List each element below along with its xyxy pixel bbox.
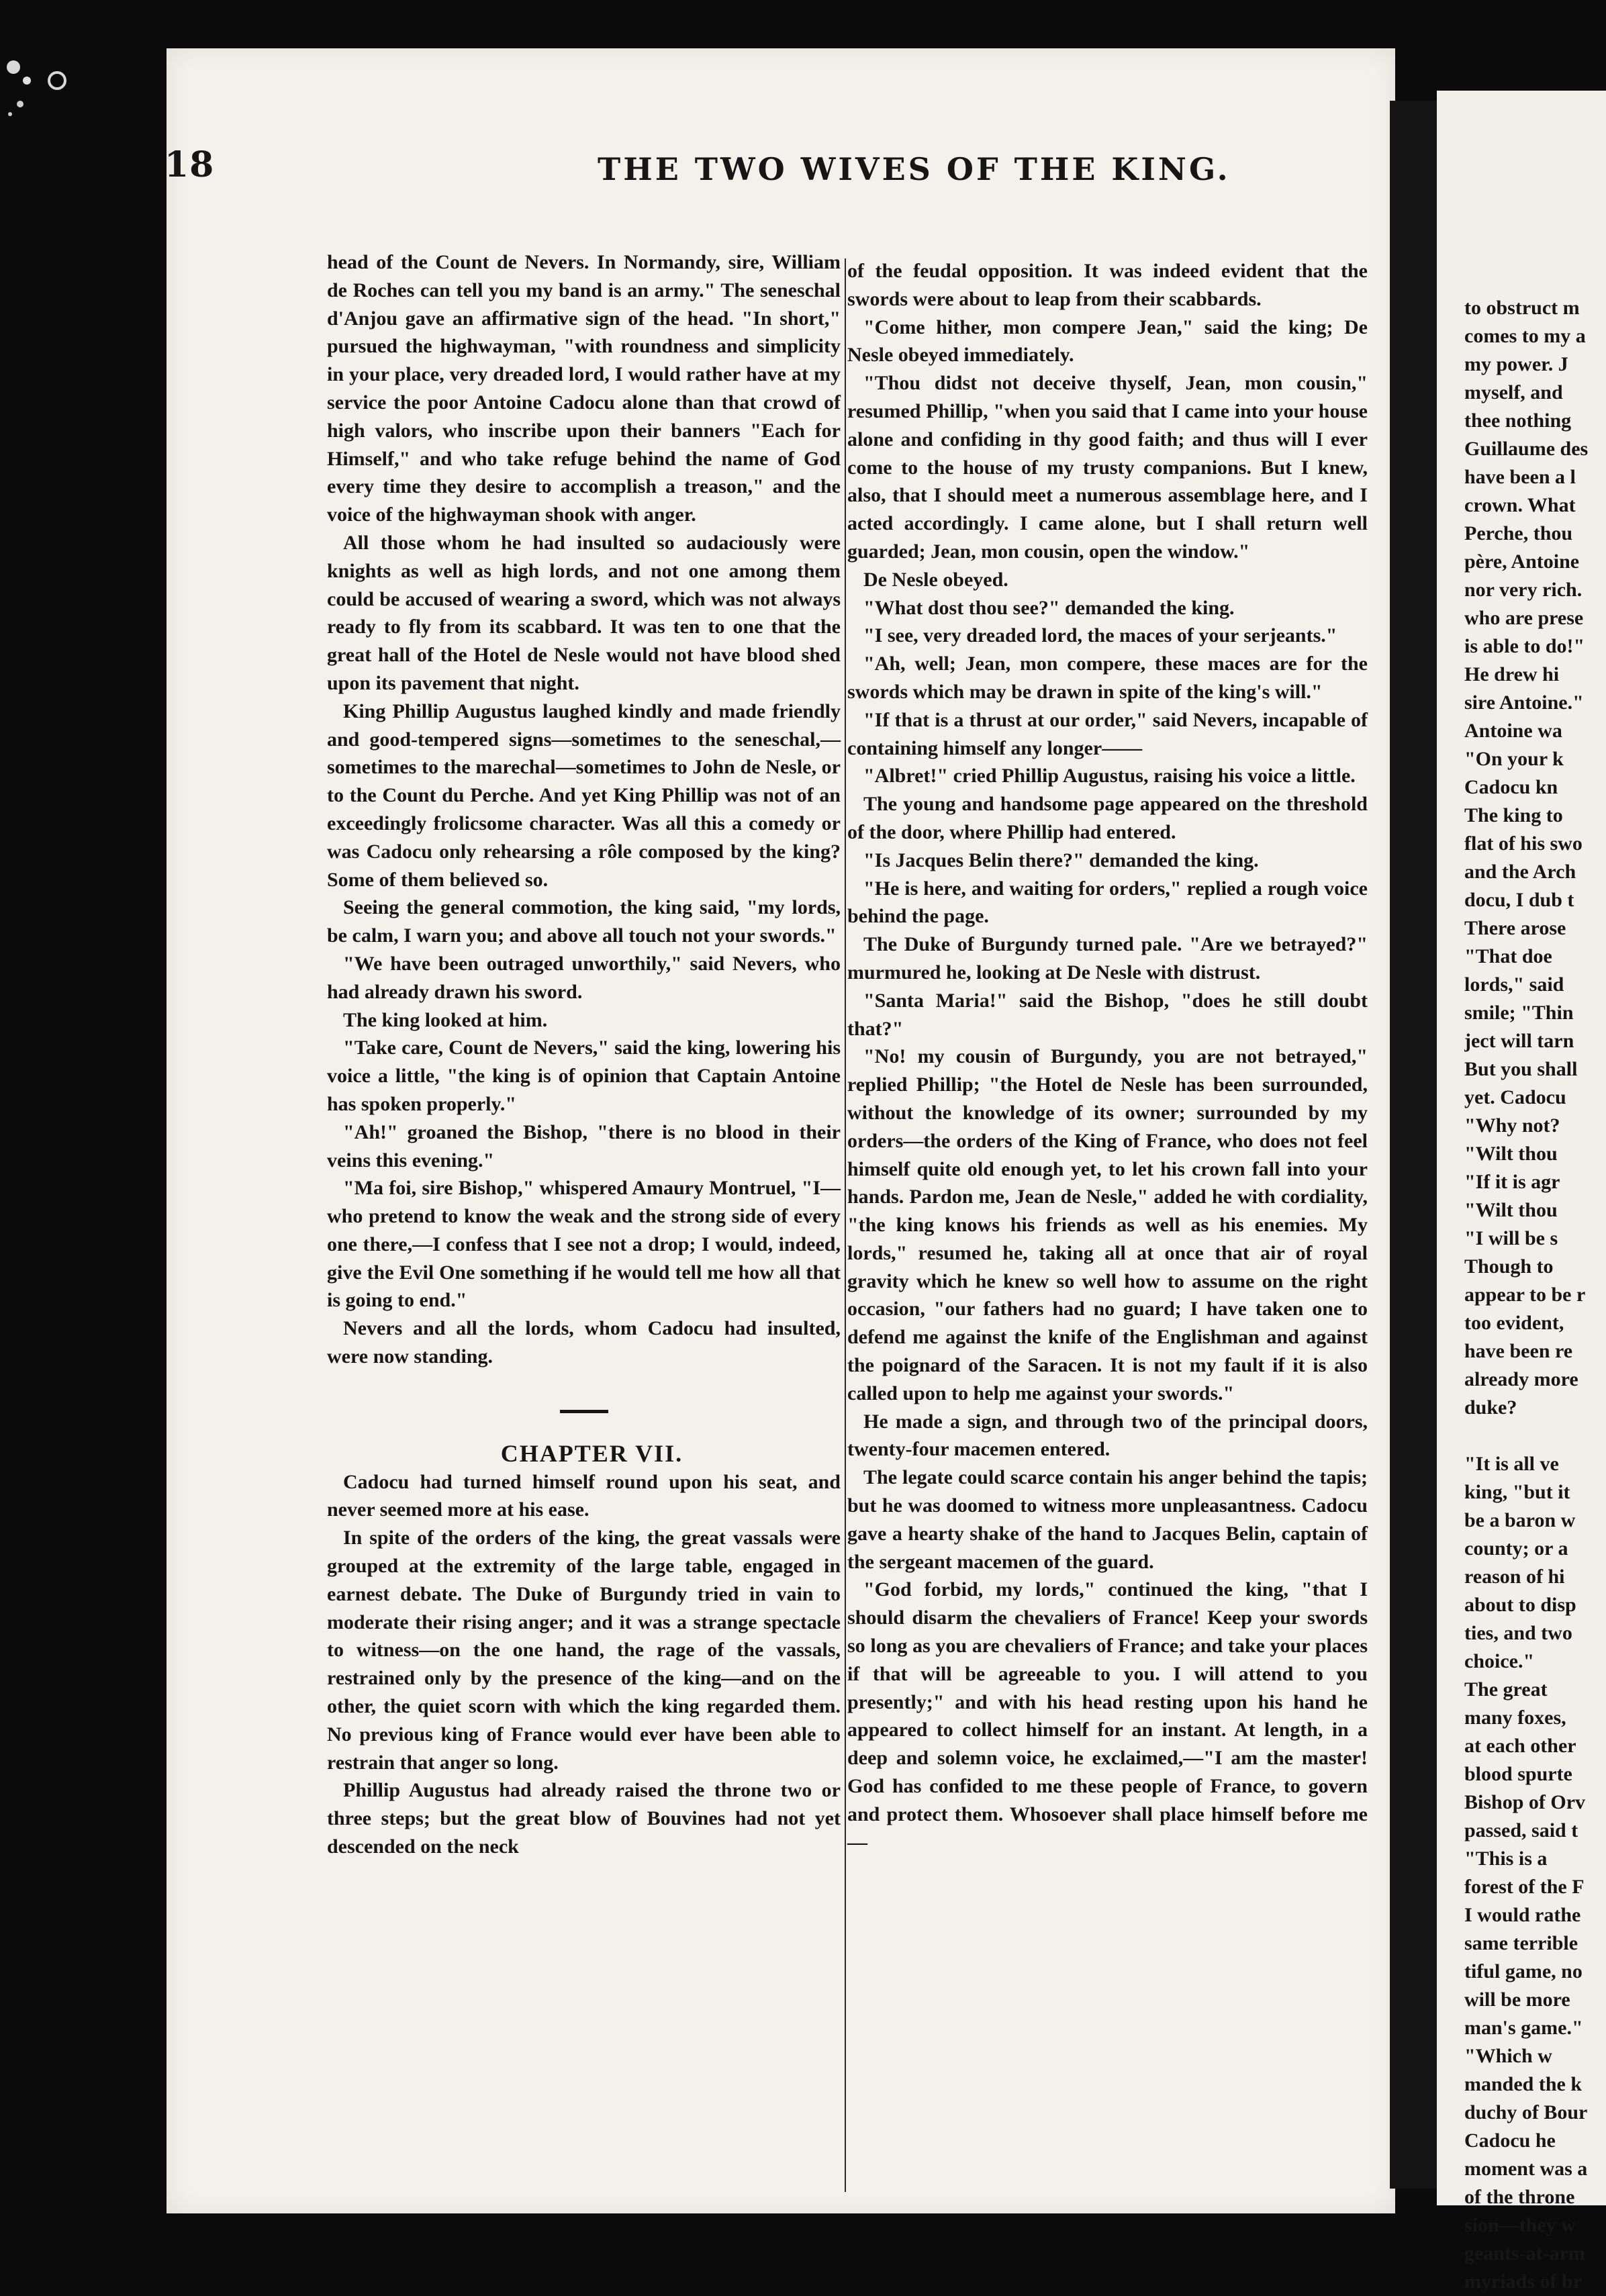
paragraph: "Take care, Count de Nevers," said the king, lowering his voice a little, "the king is of opinion that Captain Antoine has spoken properly." <box>327 1037 841 1115</box>
right-page-line: many foxes, <box>1464 1707 1566 1729</box>
right-page-line: Guillaume des <box>1464 438 1589 460</box>
chapter-divider <box>560 1410 608 1413</box>
right-page-line: But you shall <box>1464 1058 1578 1080</box>
right-page-line: Cadocu he <box>1464 2130 1556 2152</box>
right-page-line: sire Antoine." <box>1464 691 1584 714</box>
right-page-line: The king to <box>1464 804 1563 826</box>
paragraph: The Duke of Burgundy turned pale. "Are we betrayed?" murmured he, looking at De Nesle with distrust. <box>847 933 1368 984</box>
right-page-line: passed, said t <box>1464 1819 1578 1841</box>
paragraph: He made a sign, and through two of the principal doors, twenty-four macemen entered. <box>847 1410 1368 1461</box>
right-page-line: "It is all ve <box>1464 1453 1559 1475</box>
right-page-line: about to disp <box>1464 1594 1576 1616</box>
page-number: 18 <box>164 144 215 185</box>
paragraph: "Come hither, mon compere Jean," said the king; De Nesle obeyed immediately. <box>847 316 1368 367</box>
right-page-line: ject will tarn <box>1464 1030 1574 1052</box>
right-page-line <box>1464 1422 1606 1450</box>
paragraph: "What dost thou see?" demanded the king. <box>863 596 1235 619</box>
right-page-line: The great <box>1464 1678 1548 1701</box>
left-column <box>327 248 841 1861</box>
right-page-line: père, Antoine <box>1464 551 1580 573</box>
chapter-text <box>327 1468 841 1861</box>
right-page-line: There arose <box>1464 917 1566 939</box>
right-page-line: Bishop of Orv <box>1464 1791 1586 1813</box>
right-page-line: moment was a <box>1464 2158 1588 2180</box>
right-page-line: nor very rich. <box>1464 579 1583 601</box>
right-page-line: "I will be s <box>1464 1227 1558 1249</box>
right-page-line: manded the k <box>1464 2073 1583 2095</box>
right-page-line: my power. J <box>1464 353 1568 375</box>
right-page-line: I would rathe <box>1464 1904 1581 1926</box>
left-column-text <box>327 248 841 1371</box>
paragraph: "Is Jacques Belin there?" demanded the king. <box>863 849 1259 871</box>
book-gutter <box>1390 101 1437 2189</box>
right-page-line: man's game." <box>1464 2017 1583 2039</box>
right-page-line: docu, I dub t <box>1464 889 1574 911</box>
right-page-line: He drew hi <box>1464 663 1560 685</box>
right-page-line: will be more <box>1464 1989 1570 2011</box>
right-page-line: forest of the F <box>1464 1876 1585 1898</box>
right-page-line: sion—they w <box>1464 2214 1576 2236</box>
right-page-line: have been re <box>1464 1340 1573 1362</box>
paragraph: "Santa Maria!" said the Bishop, "does he still doubt that?" <box>847 989 1368 1040</box>
right-page-line: blood spurte <box>1464 1763 1572 1785</box>
paragraph: "Albret!" cried Phillip Augustus, raising his voice a little. <box>863 765 1356 787</box>
right-page-line: duke? <box>1464 1396 1517 1419</box>
paragraph: "We have been outraged unworthily," said Nevers, who had already drawn his sword. <box>327 952 841 1003</box>
right-page-line: "If it is agr <box>1464 1171 1560 1193</box>
right-page-line: "That doe <box>1464 945 1552 967</box>
paragraph: head of the Count de Nevers. In Normandy, sire, William de Roches can tell you my band is an army." The seneschal d'Anjou gave an affirmative sign of the head. "In short," pursued the highwayman, "with roundness and simplicity in your place, very dreaded lord, I would rather have at my service the poor Antoine Cadocu alone than that crowd of high valors, who inscribe upon their banners "Each for Himself," and who take refuge behind the name of God every time they desire to accomplish a treason," and the voice of the highwayman shook with anger. <box>327 251 841 526</box>
paragraph: "God forbid, my lords," continued the king, "that I should disarm the chevaliers of France! Keep your swords so long as you are chevaliers of France; and take your places if that will be agreeable to you. I will attend to you presently;" and with his head resting upon his hand he appeared to collect himself for an instant. At length, in a deep and solemn voice, he exclaimed,—"I am the master! God has confided to me these people of France, to govern and protect them. Whosoever shall place himself before me— <box>847 1578 1368 1854</box>
paragraph: Seeing the general commotion, the king said, "my lords, be calm, I warn you; and above all touch not your swords." <box>327 896 841 947</box>
right-page-line: be a baron w <box>1464 1509 1576 1531</box>
right-page-fragments <box>1464 294 1606 2296</box>
paragraph: The legate could scarce contain his anger behind the tapis; but he was doomed to witness more unpleasantness. Cadocu gave a hearty shake of the hand to Jacques Belin, captain of the sergeant macemen of the guard. <box>847 1466 1368 1573</box>
right-page-line: tiful game, no <box>1464 1960 1583 1982</box>
paragraph: De Nesle obeyed. <box>863 568 1008 591</box>
right-page-line: thee nothing <box>1464 410 1572 432</box>
paragraph: "Ah!" groaned the Bishop, "there is no blood in their veins this evening." <box>327 1120 841 1171</box>
paragraph: In spite of the orders of the king, the great vassals were grouped at the extremity of the large table, engaged in earnest debate. The Duke of Burgundy tried in vain to moderate their rising anger; and it was a strange spectacle to witness—on the one hand, the rage of the vassals, restrained only by the presence of the king—and on the other, the quiet scorn with which the king regarded them. No previous king of France would ever have been able to restrain that anger so long. <box>327 1527 841 1774</box>
paragraph: The king looked at him. <box>343 1008 548 1031</box>
right-page-line: Perche, thou <box>1464 522 1573 544</box>
running-head: THE TWO WIVES OF THE KING. <box>598 151 1231 187</box>
paragraph: Phillip Augustus had already raised the throne two or three steps; but the great blow of Bouvines had not yet descended on the neck <box>327 1779 841 1858</box>
right-page-line: king, "but it <box>1464 1481 1570 1503</box>
right-page-line: "Why not? <box>1464 1114 1560 1137</box>
right-page-line: smile; "Thin <box>1464 1002 1574 1024</box>
right-page-line: myself, and <box>1464 381 1563 403</box>
paragraph: Cadocu had turned himself round upon his seat, and never seemed more at his ease. <box>327 1470 841 1521</box>
chapter-title: CHAPTER VII. <box>500 1439 683 1467</box>
right-page-line: county; or a <box>1464 1537 1568 1560</box>
right-page-line: yet. Cadocu <box>1464 1086 1566 1108</box>
right-page-line: Though to <box>1464 1255 1554 1278</box>
paragraph: "If that is a thrust at our order," said Nevers, incapable of containing himself any longer—— <box>847 708 1368 759</box>
right-page-line: to obstruct m <box>1464 297 1580 319</box>
right-page-line: lords," said <box>1464 973 1564 996</box>
paragraph: "Ah, well; Jean, mon compere, these maces are for the swords which may be drawn in spite of the king's will." <box>847 653 1368 703</box>
right-page-line: appear to be r <box>1464 1284 1586 1306</box>
right-page-line: choice." <box>1464 1650 1535 1672</box>
right-page-line: is able to do!" <box>1464 635 1585 657</box>
paragraph: The young and handsome page appeared on the threshold of the door, where Phillip had entered. <box>847 793 1368 843</box>
right-page-line: myriads of br <box>1464 2270 1582 2293</box>
paragraph: "No! my cousin of Burgundy, you are not betrayed," replied Phillip; "the Hotel de Nesle has been surrounded, without the knowledge of its owner; surrounded by my orders—the orders of the King of France, who does not feel himself quite old enough yet, to let his crown fall into your hands. Pardon me, Jean de Nesle," added he with cordiality, "the king knows his friends as well as his enemies. My lords," resumed he, taking all at once that air of royal gravity which he knew so well how to assume on the right occasion, "our fathers had no guard; I have taken one to defend me against the knife of the Englishman and against the poignard of the Saracen. It is not my fault if it is also called upon to help me against your swords." <box>847 1045 1368 1404</box>
paragraph: "Ma foi, sire Bishop," whispered Amaury Montruel, "I—who pretend to know the weak and the strong side of every one there,—I confess that I see not a drop; I would, indeed, give the Evil One something if he would tell me how all that is going to end." <box>327 1177 841 1312</box>
paragraph: of the feudal opposition. It was indeed evident that the swords were about to leap from their scabbards. <box>847 260 1368 310</box>
paragraph: "Thou didst not deceive thyself, Jean, mon cousin," resumed Phillip, "when you said that I came into your house alone and confiding in thy good faith; and thus will I ever come to the house of my trusty companions. But I knew, also, that I should meet a numerous assemblage here, and I acted accordingly. I came alone, but I shall return well guarded; Jean, mon cousin, open the window." <box>847 372 1368 563</box>
right-page-line: flat of his swo <box>1464 832 1583 855</box>
right-page-line: and the Arch <box>1464 861 1576 883</box>
middle-column <box>847 257 1368 1856</box>
right-page-line: ties, and two <box>1464 1622 1572 1644</box>
paragraph: "I see, very dreaded lord, the maces of your serjeants." <box>863 624 1337 647</box>
right-page-line: geants-at-arm <box>1464 2242 1585 2264</box>
paragraph: "He is here, and waiting for orders," replied a rough voice behind the page. <box>847 877 1368 928</box>
paragraph: King Phillip Augustus laughed kindly and made friendly and good-tempered signs—sometimes to the seneschal,—sometimes to the marechal—sometimes to John de Nesle, or to the Count du Perche. And yet King Phillip was not of an exceedingly frolicsome character. Was all this a comedy or was Cadocu only rehearsing a rôle composed by the king? Some of them believed so. <box>327 700 841 891</box>
right-page-line: who are prese <box>1464 607 1584 629</box>
right-page-line: comes to my a <box>1464 325 1586 347</box>
right-page-line: too evident, <box>1464 1312 1564 1334</box>
right-page-line: "On your k <box>1464 748 1564 770</box>
right-page-line: at each other <box>1464 1735 1576 1757</box>
right-page-line: have been a l <box>1464 466 1576 488</box>
column-divider <box>845 258 846 2192</box>
right-page-line: "Wilt thou <box>1464 1199 1558 1221</box>
right-page-line: duchy of Bour <box>1464 2101 1588 2123</box>
right-page-line: "Which w <box>1464 2045 1552 2067</box>
right-page-line: same terrible <box>1464 1932 1578 1954</box>
right-page-line: "Wilt thou <box>1464 1143 1558 1165</box>
right-page-line: of the throne <box>1464 2186 1575 2208</box>
right-page-line: reason of hi <box>1464 1566 1565 1588</box>
right-page-line: already more <box>1464 1368 1578 1390</box>
middle-column-text <box>847 257 1368 1856</box>
scan-artifact <box>0 40 81 134</box>
paragraph: All those whom he had insulted so audaciously were knights as well as high lords, and not one among them could be accused of wearing a sword, which was not always ready to fly from its scabbard. It was ten to one that the great hall of the Hotel de Nesle would not have blood shed upon its pavement that night. <box>327 531 841 694</box>
paragraph: Nevers and all the lords, whom Cadocu had insulted, were now standing. <box>327 1317 841 1368</box>
right-page-line: crown. What <box>1464 494 1576 516</box>
right-page-line: Cadocu kn <box>1464 776 1558 798</box>
right-page-line: "This is a <box>1464 1848 1548 1870</box>
right-page-line: Antoine wa <box>1464 720 1562 742</box>
